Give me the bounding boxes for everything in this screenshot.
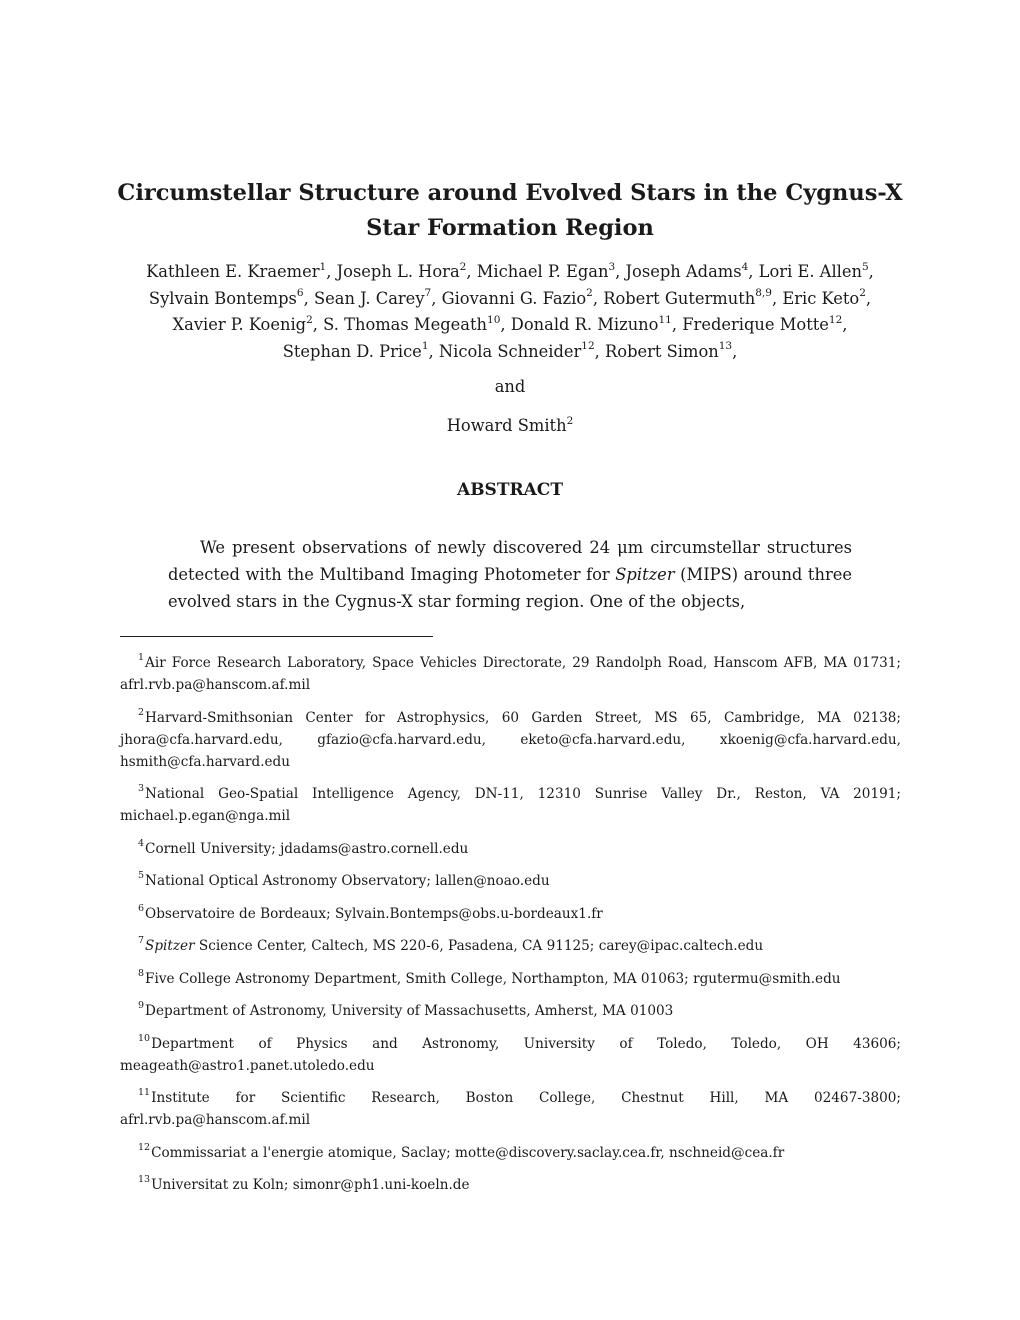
footnote: $^7$Spitzer Science Center, Caltech, MS 220-6, Pasadena, CA 91125; carey@ipac.caltech.edu bbox=[138, 935, 764, 954]
footnote: $^{13}$Universitat zu Koln; simonr@ph1.uni-koeln.de bbox=[138, 1174, 470, 1193]
footnote: $^{12}$Commissariat a l'energie atomique, Saclay; motte@discovery.saclay.cea.fr, nschneid@cea.fr bbox=[138, 1141, 785, 1161]
footnote: $^3$National Geo-Spatial Intelligence Agency, DN-11, 12310 Sunrise Valley Dr., Reston, VA 20191; michael.p.egan@nga.mil bbox=[120, 783, 901, 824]
italic-term: Spitzer bbox=[615, 565, 675, 584]
author: Eric Keto$^2$, bbox=[782, 287, 872, 308]
footnote: $^{10}$Department of Physics and Astronomy, University of Toledo, Toledo, OH 43606; meageath@astro1.panet.utoledo.edu bbox=[120, 1032, 901, 1074]
author: Giovanni G. Fazio$^2$, bbox=[441, 287, 599, 308]
footnote: $^8$Five College Astronomy Department, Smith College, Northampton, MA 01063; rgutermu@smith.edu bbox=[138, 967, 841, 987]
footnotes bbox=[120, 652, 901, 1207]
author: Lori E. Allen$^5$, bbox=[758, 260, 874, 281]
author-list bbox=[100, 259, 920, 365]
author: Sean J. Carey$^7$, bbox=[313, 287, 437, 308]
author: Sylvain Bontemps$^6$, bbox=[148, 287, 309, 308]
footnote: $^9$Department of Astronomy, University of Massachusetts, Amherst, MA 01003 bbox=[138, 1000, 674, 1019]
abstract-heading: ABSTRACT bbox=[457, 480, 563, 500]
footnote-divider bbox=[120, 636, 433, 637]
paper-title: Circumstellar Structure around Evolved Stars in the Cygnus-X Star Formation Region bbox=[117, 180, 903, 241]
author: Stephan D. Price$^1$, bbox=[282, 340, 434, 361]
footnote: $^{11}$Institute for Scientific Research, Boston College, Chestnut Hill, MA 02467-3800; afrl.rvb.pa@hanscom.af.mil bbox=[120, 1087, 901, 1128]
footnote: $^1$Air Force Research Laboratory, Space Vehicles Directorate, 29 Randolph Road, Hanscom AFB, MA 01731; afrl.rvb.pa@hanscom.af.mil bbox=[120, 652, 901, 693]
footnote: $^4$Cornell University; jdadams@astro.cornell.edu bbox=[138, 837, 469, 857]
abstract-body: We present observations of newly discovered 24 μm circumstellar structures detected with the Multiband Imaging Photometer for Spitzer (MIPS) around three evolved stars in the Cygnus-X star forming region. One of the objects, bbox=[168, 538, 852, 611]
author: Robert Simon$^{13}$, bbox=[605, 340, 738, 361]
author: Robert Gutermuth$^{8,9}$, bbox=[603, 287, 778, 308]
author-conjunction: and bbox=[494, 377, 526, 396]
author: Xavier P. Koenig$^2$, bbox=[172, 313, 318, 334]
footnote: $^5$National Optical Astronomy Observatory; lallen@noao.edu bbox=[138, 870, 550, 889]
author: Joseph Adams$^4$, bbox=[625, 260, 754, 281]
author: Nicola Schneider$^{12}$, bbox=[438, 340, 600, 361]
author: Donald R. Mizuno$^{11}$, bbox=[510, 313, 678, 334]
author: Kathleen E. Kraemer$^1$, bbox=[146, 260, 332, 281]
footnote: $^2$Harvard-Smithsonian Center for Astrophysics, 60 Garden Street, MS 65, Cambridge, MA 02138; jhora@cfa.harvard.edu, gfazio@cfa.harvard.edu, eketo@cfa.harvard.edu, xkoenig@cfa.harvard.edu, hsmith@cfa.harvard.edu bbox=[120, 706, 901, 770]
footnote: $^6$Observatoire de Bordeaux; Sylvain.Bontemps@obs.u-bordeaux1.fr bbox=[138, 902, 603, 922]
author: Joseph L. Hora$^2$, bbox=[336, 260, 472, 281]
author: Frederique Motte$^{12}$, bbox=[682, 313, 848, 334]
author: Michael P. Egan$^3$, bbox=[476, 260, 621, 281]
author: Howard Smith$^2$ bbox=[446, 414, 574, 435]
author: S. Thomas Megeath$^{10}$, bbox=[323, 313, 506, 334]
unit-symbol: μm bbox=[617, 538, 644, 557]
